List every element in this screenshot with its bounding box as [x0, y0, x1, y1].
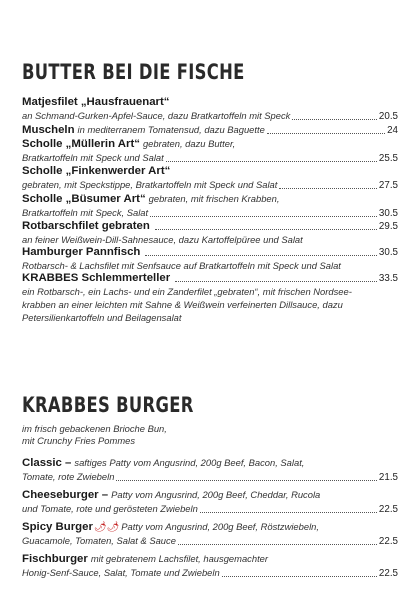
dish-description: gebraten, mit Speckstippe, Bratkartoffeln mit Speck und Salat: [22, 179, 278, 190]
dish-description: und Tomate, rote und gerösteten Zwiebeln: [22, 503, 198, 514]
dish-description: Bratkartoffeln mit Speck und Salat: [22, 152, 164, 163]
menu-item: [22, 488, 398, 516]
dish-description: ein Rotbarsch-, ein Lachs- und ein Zanderfilet „gebraten“, mit frischen Nordsee-: [22, 286, 352, 297]
dish-name: KRABBES Schlemmerteller: [22, 272, 171, 284]
dish-price: 20.5: [378, 111, 398, 122]
leader-dots: [279, 188, 377, 189]
dish-price: 30.5: [378, 247, 398, 258]
dish-price: 29.5: [378, 221, 398, 232]
dish-description: an feiner Weißwein-Dill-Sahnesauce, dazu Kartoffelpüree und Salat: [22, 234, 303, 245]
leader-dots: [222, 576, 377, 577]
dish-description: gebraten, mit frischen Krabben,: [148, 193, 280, 204]
dish-price: 30.5: [378, 208, 398, 219]
dish-description: Patty vom Angusrind, 200g Beef, Röstzwiebeln,: [121, 521, 319, 532]
menu-item: [22, 220, 398, 246]
menu-item: [22, 456, 398, 484]
fish-menu-list: [22, 96, 398, 324]
dish-description: Bratkartoffeln mit Speck, Salat: [22, 207, 149, 218]
leader-dots: [175, 281, 377, 282]
dish-description: an Schmand-Gurken-Apfel-Sauce, dazu Bratkartoffeln mit Speck: [22, 110, 291, 121]
dish-description: krabben an einer leichten mit Sahne & Weißwein verfeinerten Dillsauce, dazu: [22, 299, 343, 310]
leader-dots: [178, 544, 377, 545]
dish-price: 24: [387, 125, 398, 136]
dish-name: Scholle „Finkenwerder Art“: [22, 165, 171, 177]
dish-name: Rotbarschfilet gebraten: [22, 220, 150, 232]
leader-dots: [145, 255, 377, 256]
menu-item: [22, 552, 398, 580]
dish-price: 22.5: [378, 536, 398, 547]
intro-text: mit Crunchy Fries Pommes: [22, 435, 136, 446]
dish-description: gebraten, dazu Butter,: [142, 138, 236, 149]
dish-price: 22.5: [378, 568, 398, 579]
dish-name: Hamburger Pannfisch: [22, 246, 141, 258]
dish-price: 21.5: [378, 472, 398, 483]
dish-description: Rotbarsch- & Lachsfilet mit Senfsauce auf Bratkartoffeln mit Speck und Salat: [22, 260, 341, 271]
dish-price: 33.5: [378, 273, 398, 284]
chili-icon: 🌶🌶: [93, 522, 120, 533]
dish-price: 22.5: [378, 504, 398, 515]
leader-dots: [292, 119, 377, 120]
leader-dots: [267, 133, 385, 134]
dish-name: Spicy Burger: [22, 521, 93, 533]
leader-dots: [155, 229, 377, 230]
dish-description: in mediterranem Tomatensud, dazu Baguette: [77, 124, 265, 135]
leader-dots: [166, 161, 377, 162]
dish-description: Patty vom Angusrind, 200g Beef, Cheddar, Rucola: [111, 489, 321, 500]
leader-dots: [150, 216, 377, 217]
menu-item: [22, 96, 398, 123]
section-title-burger: KRABBES BURGER: [22, 393, 194, 417]
menu-item: [22, 272, 398, 324]
menu-item: [22, 137, 398, 165]
dish-description: saftiges Patty vom Angusrind, 200g Beef, Bacon, Salat,: [74, 457, 305, 468]
burger-menu-list: [22, 456, 398, 580]
dish-price: 25.5: [378, 153, 398, 164]
section-title-fish: BUTTER BEI DIE FISCHE: [22, 60, 245, 84]
menu-item: [22, 520, 398, 548]
dish-description: mit gebratenem Lachsfilet, hausgemachter: [90, 553, 269, 564]
intro-text: im frisch gebackenen Brioche Bun,: [22, 423, 167, 434]
dish-name: Muscheln: [22, 124, 75, 136]
menu-item: [22, 192, 398, 220]
dish-description: Petersilienkartoffeln und Beilagensalat: [22, 312, 182, 323]
leader-dots: [116, 480, 377, 481]
burger-intro: [22, 423, 398, 447]
leader-dots: [200, 512, 377, 513]
menu-item: [22, 165, 398, 192]
menu-item: [22, 123, 398, 137]
dish-description: Honig-Senf-Sauce, Salat, Tomate und Zwiebeln: [22, 567, 220, 578]
dish-name: Matjesfilet „Hausfrauenart“: [22, 96, 170, 108]
dish-name: Scholle „Büsumer Art“: [22, 193, 146, 205]
dish-description: Tomate, rote Zwiebeln: [22, 471, 115, 482]
dish-name: Cheeseburger –: [22, 489, 109, 501]
dish-name: Fischburger: [22, 553, 88, 565]
menu-item: [22, 246, 398, 272]
dish-price: 27.5: [378, 180, 398, 191]
dish-description: Guacamole, Tomaten, Salat & Sauce: [22, 535, 176, 546]
dish-name: Scholle „Müllerin Art“: [22, 138, 140, 150]
dish-name: Classic –: [22, 457, 72, 469]
